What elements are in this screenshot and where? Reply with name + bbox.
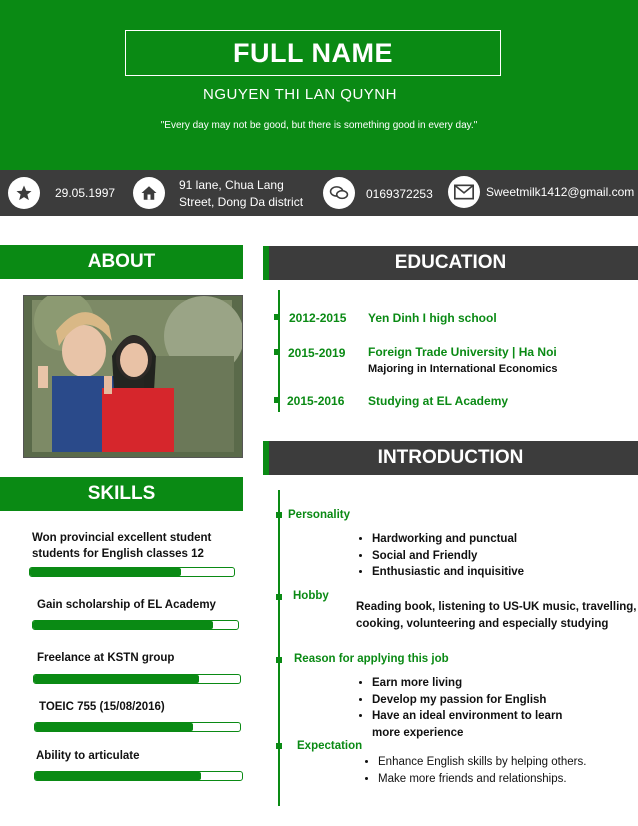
edu-school: Studying at EL Academy bbox=[368, 394, 509, 408]
skill-bar-fill bbox=[34, 675, 199, 683]
reason-continuation: more experience bbox=[372, 726, 464, 739]
skill-bar bbox=[29, 567, 235, 577]
full-name-title: FULL NAME bbox=[125, 30, 501, 76]
skill-label: Gain scholarship of EL Academy bbox=[37, 599, 216, 611]
star-icon bbox=[8, 177, 40, 209]
edu-school: Foreign Trade University | Ha Noi bbox=[368, 345, 557, 359]
header-accent-bar bbox=[263, 246, 269, 280]
email-address: Sweetmilk1412@gmail.com bbox=[486, 185, 635, 199]
timeline-marker bbox=[274, 314, 280, 320]
home-icon bbox=[133, 177, 165, 209]
skill-bar bbox=[32, 620, 239, 630]
photo-image bbox=[24, 296, 242, 457]
skill-bar bbox=[33, 674, 241, 684]
introduction-timeline-line bbox=[278, 490, 280, 806]
chat-icon bbox=[323, 177, 355, 209]
skill-bar-fill bbox=[35, 723, 193, 731]
skill-label: TOEIC 755 (15/08/2016) bbox=[39, 701, 165, 713]
introduction-header: INTRODUCTION bbox=[263, 441, 638, 475]
edu-major: Majoring in International Economics bbox=[368, 363, 558, 375]
list-item: • Make more friends and relationships. bbox=[378, 771, 586, 788]
list-item: • Social and Friendly bbox=[372, 548, 524, 565]
hobby-text: Reading book, listening to US-UK music, travelling, cooking, volunteering and especially studying bbox=[356, 601, 637, 630]
address-line-1: 91 lane, Chua Lang bbox=[179, 178, 284, 192]
skill-bar-fill bbox=[30, 568, 181, 576]
list-item: • Enthusiastic and inquisitive bbox=[372, 564, 524, 581]
address-line-2: Street, Dong Da district bbox=[179, 195, 304, 209]
header-accent-bar bbox=[263, 441, 269, 475]
address bbox=[179, 177, 303, 211]
skill-label: Freelance at KSTN group bbox=[37, 652, 175, 664]
skill-bar-fill bbox=[35, 772, 201, 780]
phone-number: 0169372253 bbox=[366, 187, 433, 201]
timeline-marker bbox=[274, 397, 280, 403]
timeline-marker bbox=[276, 743, 282, 749]
list-item: • Earn more living bbox=[372, 675, 562, 692]
edu-years: 2015-2016 bbox=[287, 394, 345, 408]
header-banner bbox=[0, 0, 638, 170]
personality-list bbox=[356, 531, 524, 581]
hobby-label: Hobby bbox=[293, 590, 329, 602]
personality-label: Personality bbox=[288, 509, 350, 521]
expectation-list bbox=[362, 754, 586, 787]
skill-label: Won provincial excellent student students for English classes 12 bbox=[32, 532, 212, 560]
person-name: NGUYEN THI LAN QUYNH bbox=[203, 86, 397, 103]
expectation-label: Expectation bbox=[297, 740, 363, 752]
skill-label: Ability to articulate bbox=[36, 750, 140, 762]
skill-bar bbox=[34, 722, 241, 732]
list-item: • Develop my passion for English bbox=[372, 692, 562, 709]
timeline-marker bbox=[274, 349, 280, 355]
edu-years: 2012-2015 bbox=[289, 311, 347, 325]
quote-text: "Every day may not be good, but there is something good in every day." bbox=[160, 120, 478, 131]
education-header: EDUCATION bbox=[263, 246, 638, 280]
about-header: ABOUT bbox=[0, 245, 243, 279]
list-item: • Have an ideal environment to learn bbox=[372, 708, 562, 725]
skill-bar-fill bbox=[33, 621, 213, 629]
list-item: • Enhance English skills by helping others. bbox=[378, 754, 586, 771]
list-item: • Hardworking and punctual bbox=[372, 531, 524, 548]
skills-header: SKILLS bbox=[0, 477, 243, 511]
timeline-marker bbox=[276, 512, 282, 518]
edu-years: 2015-2019 bbox=[288, 346, 346, 360]
envelope-icon bbox=[448, 176, 480, 208]
edu-school: Yen Dinh I high school bbox=[368, 311, 497, 325]
profile-photo bbox=[23, 295, 243, 458]
reason-label: Reason for applying this job bbox=[294, 653, 449, 665]
skill-bar bbox=[34, 771, 243, 781]
birthdate: 29.05.1997 bbox=[55, 186, 116, 200]
reason-list bbox=[356, 675, 562, 742]
timeline-marker bbox=[276, 657, 282, 663]
timeline-marker bbox=[276, 594, 282, 600]
